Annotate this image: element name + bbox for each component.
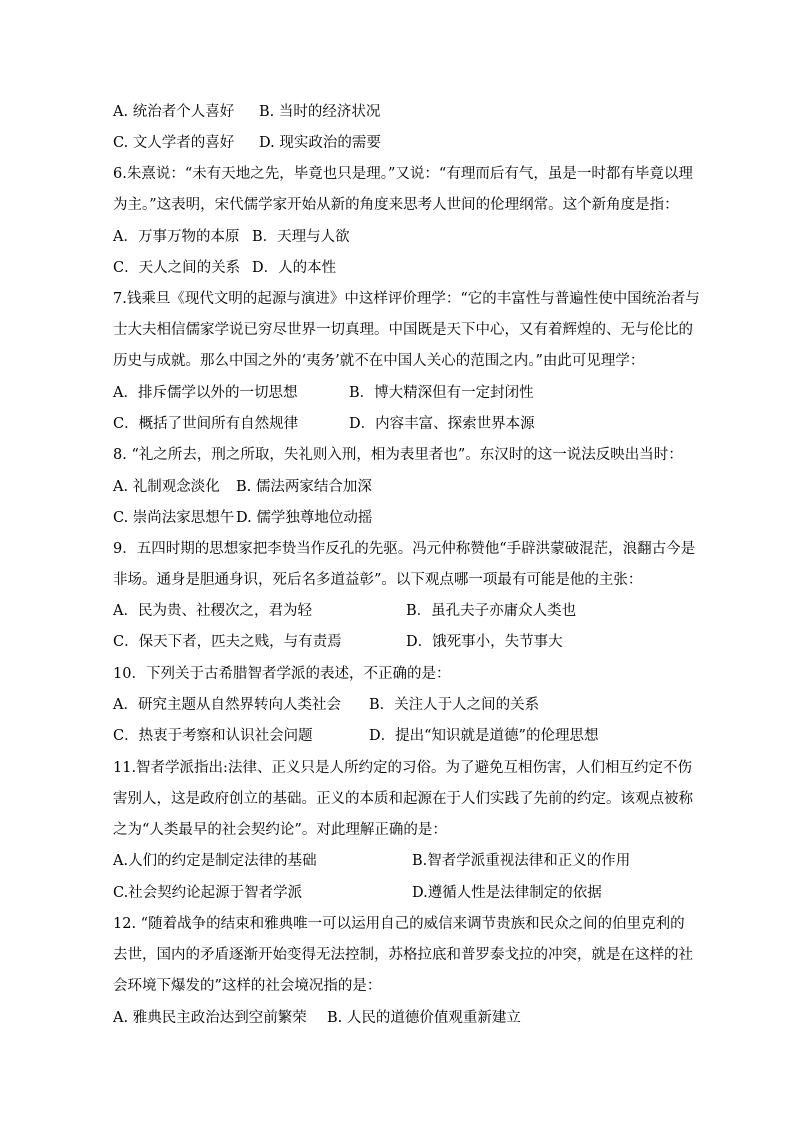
q12-stem-line2: 去世，国内的矛盾逐渐开始变得无法控制，苏格拉底和普罗泰戈拉的冲突，就是在这样的社 bbox=[113, 947, 693, 963]
q9-option-b: B．虽孔夫子亦庸众人类也 bbox=[406, 603, 577, 619]
q11-stem-line2: 害别人，这是政府创立的基础。正义的本质和起源在于人们实践了先前的约定。该观点被称 bbox=[113, 791, 693, 807]
q6-option-a: A．万事万物的本原 bbox=[113, 229, 240, 245]
q7-option-d: D．内容丰富、探索世界本源 bbox=[349, 416, 535, 432]
q10-option-b: B．关注人于人之间的关系 bbox=[369, 697, 540, 713]
q8-option-b: B. 儒法两家结合加深 bbox=[236, 479, 372, 495]
q6-option-b: B．天理与人欲 bbox=[252, 229, 350, 245]
q11-stem-line3: 之为“人类最早的社会契约论”。对此理解正确的是： bbox=[113, 822, 447, 838]
q11-option-b: B.智者学派重视法律和正义的作用 bbox=[412, 853, 631, 869]
q8-option-c: C. 崇尚法家思想午 bbox=[113, 510, 235, 526]
q8-option-a: A. 礼制观念淡化 bbox=[113, 479, 220, 495]
q6-options-row2 bbox=[113, 257, 337, 279]
q7-stem-line2: 士大夫相信儒家学说已穷尽世界一切真理。中国既是天下中心，又有着辉煌的、无与伦比的 bbox=[113, 322, 693, 338]
q10-option-c: C．热衷于考察和认识社会问题 bbox=[113, 728, 313, 744]
q5-options-row2 bbox=[113, 132, 381, 154]
q6-stem-line2: 为主。”这表明，宋代儒学家开始从新的角度来思考人世间的伦理纲常。这个新角度是指： bbox=[113, 197, 679, 213]
q12-option-b: B. 人民的道德价值观重新建立 bbox=[327, 1010, 521, 1026]
q5-option-a: A. 统治者个人喜好 bbox=[113, 104, 235, 120]
q9-option-d: D．饿死事小，失节事大 bbox=[406, 634, 563, 650]
q6-options-row1 bbox=[113, 226, 350, 248]
q11-option-c: C.社会契约论起源于智者学派 bbox=[113, 885, 303, 901]
q11-options-row1 bbox=[113, 850, 631, 872]
q12-stem-line3: 会环境下爆发的”这样的社会境况指的是： bbox=[113, 978, 382, 994]
q9-option-c: C．保天下者，匹夫之贱，与有责焉 bbox=[113, 634, 342, 650]
q10-option-a: A．研究主题从自然界转向人类社会 bbox=[113, 697, 341, 713]
q7-options-row1 bbox=[113, 382, 534, 404]
q6-option-d: D．人的本性 bbox=[252, 260, 337, 276]
q8-options-row2 bbox=[113, 507, 373, 529]
q5-option-b: B. 当时的经济状况 bbox=[259, 104, 381, 120]
q7-options-row2 bbox=[113, 413, 535, 435]
q6-option-c: C．天人之间的关系 bbox=[113, 260, 241, 276]
q11-option-a: A.人们的约定是制定法律的基础 bbox=[113, 853, 317, 869]
q9-stem-line1: 9．五四时期的思想家把李贽当作反孔的先驱。冯元仲称赞他“手辟洪蒙破混茫，浪翻古今是 bbox=[113, 541, 696, 557]
q10-stem-line1: 10．下列关于古希腊智者学派的表述，不正确的是： bbox=[113, 666, 451, 682]
q10-options-row1 bbox=[113, 694, 540, 716]
q11-stem-line1: 11.智者学派指出:法律、正义只是人所约定的习俗。为了避免互相伤害，人们相互约定不伤 bbox=[113, 760, 692, 776]
q12-stem-line1: 12. “随着战争的结束和雅典唯一可以运用自己的威信来调节贵族和民众之间的伯里克利的 bbox=[113, 916, 685, 932]
q7-stem-line3: 历史与成就。那么中国之外的‘夷务’就不在中国人关心的范围之内。”由此可见理学： bbox=[113, 353, 645, 369]
q5-options-row1 bbox=[113, 101, 381, 123]
q7-stem-line1: 7.钱乘旦《现代文明的起源与演进》中这样评价理学：“它的丰富性与普遍性使中国统治者与 bbox=[113, 291, 700, 307]
q9-options-row2 bbox=[113, 631, 563, 653]
q9-options-row1 bbox=[113, 600, 577, 622]
q9-stem-line2: 非场。通身是胆通身识，死后名多道益彰”。以下观点哪一项最有可能是他的主张： bbox=[113, 572, 643, 588]
q7-option-b: B．博大精深但有一定封闭性 bbox=[349, 385, 534, 401]
q10-options-row2 bbox=[113, 725, 599, 747]
q12-options-row1 bbox=[113, 1007, 521, 1029]
q8-option-d: D. 儒学独尊地位动摇 bbox=[236, 510, 373, 526]
q5-option-c: C. 文人学者的喜好 bbox=[113, 135, 235, 151]
q6-stem-line1: 6.朱熹说：“未有天地之先，毕竟也只是理。”又说：“有理而后有气，虽是一时都有毕竟以理 bbox=[113, 166, 693, 182]
q8-options-row1 bbox=[113, 476, 372, 498]
q8-stem-line1: 8. “礼之所去，刑之所取，失礼则入刑，相为表里者也”。东汉时的这一说法反映出当时： bbox=[113, 447, 683, 463]
q11-option-d: D.遵循人性是法律制定的依据 bbox=[412, 885, 602, 901]
q11-options-row2 bbox=[113, 882, 602, 904]
q5-option-d: D. 现实政治的需要 bbox=[259, 135, 381, 151]
q9-option-a: A．民为贵、社稷次之，君为轻 bbox=[113, 603, 312, 619]
q7-option-c: C．概括了世间所有自然规律 bbox=[113, 416, 299, 432]
q10-option-d: D．提出“知识就是道德”的伦理思想 bbox=[369, 728, 599, 744]
q7-option-a: A．排斥儒学以外的一切思想 bbox=[113, 385, 298, 401]
q12-option-a: A. 雅典民主政治达到空前繁荣 bbox=[113, 1010, 307, 1026]
